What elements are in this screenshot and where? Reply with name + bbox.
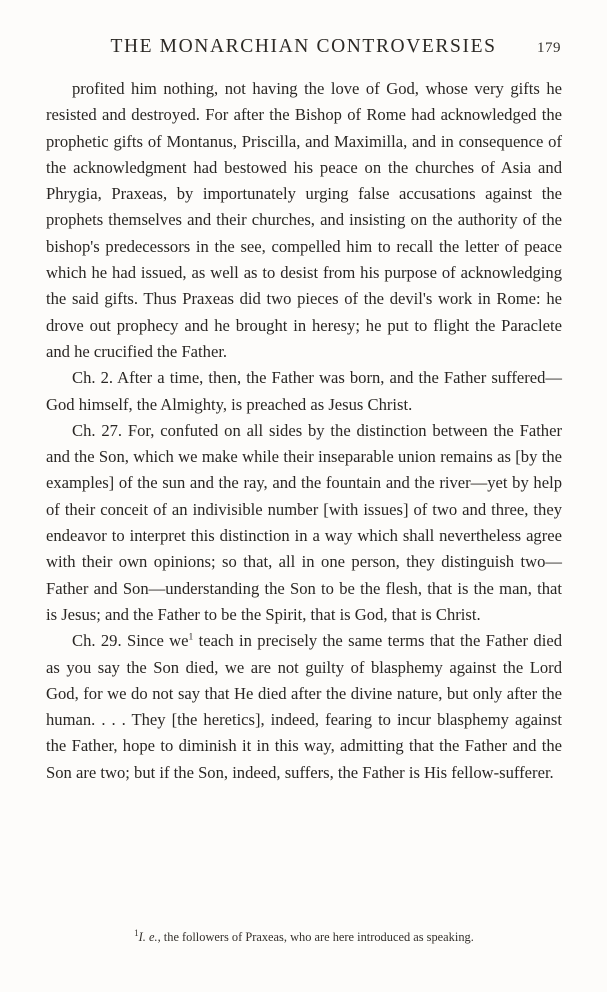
paragraph-4-text-after-note: teach in precisely the same terms that the Father died as you say the Son died, we are not guilty of blasphemy against the Lord God, for we do not say that He died after the divine nature, but only after the human. . . . They [the heretics], indeed, fearing to incur blasphemy against the Father, hope to diminish it in this way, admitting that the Father and the Son are two; but if the Son, indeed, suffers, the Father is His fellow-sufferer. <box>46 631 563 782</box>
footnote-marker: 1 <box>134 928 139 938</box>
paragraph-2: Ch. 2. After a time, then, the Father was born, and the Father suffered—God himself, the Almighty, is preached as Jesus Christ. <box>46 368 562 414</box>
paragraph-4-text-before-note: Ch. 29. Since we <box>72 631 189 651</box>
body-text <box>46 76 562 786</box>
paragraph-4 <box>46 628 562 786</box>
running-head: THE MONARCHIAN CONTROVERSIES <box>110 36 497 57</box>
page-number: 179 <box>537 40 561 56</box>
footnote-italic-part: I. e., <box>138 930 161 945</box>
page-header <box>0 36 607 62</box>
footnote-text: the followers of Praxeas, who are here introduced as speaking. <box>160 930 474 945</box>
footnote-reference: 1 <box>188 632 194 643</box>
paragraph-3: Ch. 27. For, confuted on all sides by the distinction between the Father and the Son, which we make while their inseparable union remains as [by the examples] of the sun and the ray, and the fountain and the river—yet by help of their conceit of an indivisible number [with issues] of two and three, they endeavor to interpret this distinction in a way which shall nevertheless agree with their own opinions; so that, all in one person, they distinguish two—Father and Son—understanding the Son to be the flesh, that is the man, that is Jesus; and the Father to be the Spirit, that is God, that is Christ. <box>46 420 562 624</box>
paragraph-1: profited him nothing, not having the love of God, whose very gifts he resisted and destroyed. For after the Bishop of Rome had acknowledged the prophetic gifts of Montanus, Priscilla, and Maximilla, and in consequence of the acknowledgment had bestowed his peace on the churches of Asia and Phrygia, Praxeas, by importunately urging false accusations against the prophets themselves and their churches, and insisting on the authority of the bishop's predecessors in the see, compelled him to recall the letter of peace which he had issued, as well as to desist from his purpose of acknowledging the said gifts. Thus Praxeas did two pieces of the devil's work in Rome: he drove out prophecy and he brought in heresy; he put to flight the Paraclete and he crucified the Father. <box>46 79 562 361</box>
footnote <box>46 925 562 945</box>
